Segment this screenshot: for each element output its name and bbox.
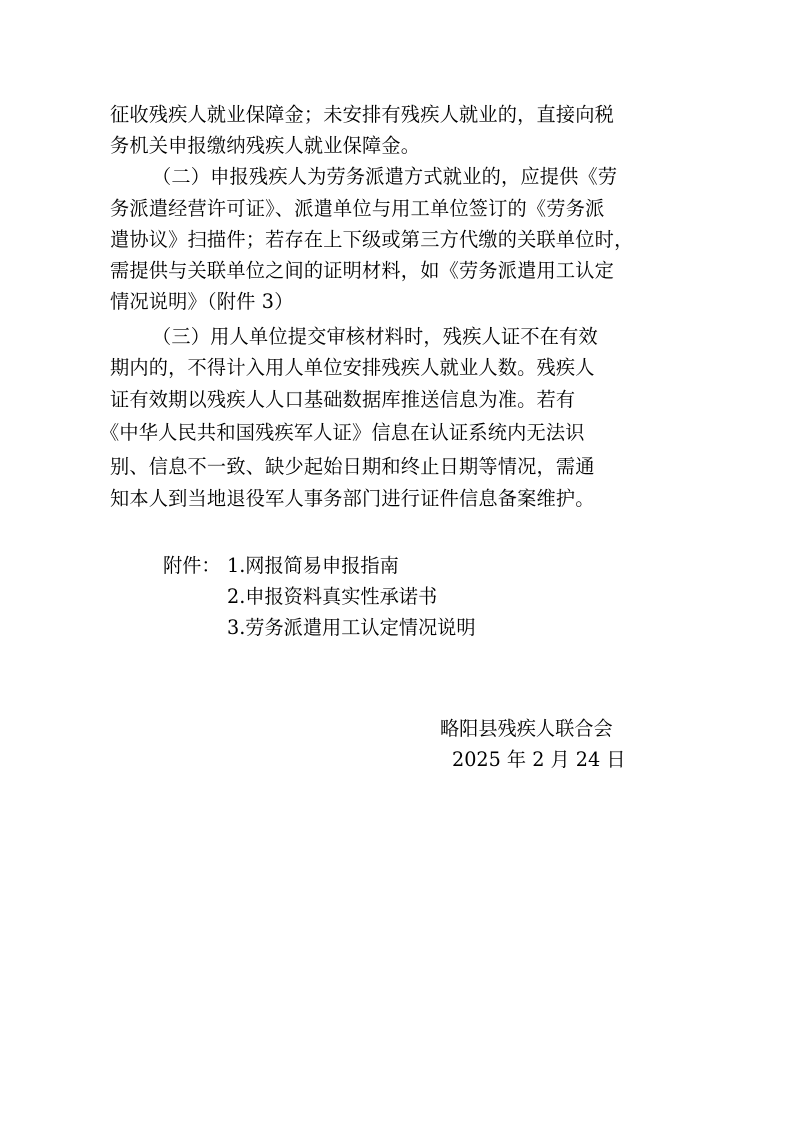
- body-line-5: 遣协议》扫描件；若存在上下级或第三方代缴的关联单位时，: [110, 228, 634, 251]
- body-line-9: 期内的，不得计入用人单位安排残疾人就业人数。残疾人: [110, 356, 595, 379]
- body-line-3: （二）申报残疾人为劳务派遣方式就业的，应提供《劳: [152, 165, 618, 188]
- body-line-6: 需提供与关联单位之间的证明材料，如《劳务派遣用工认定: [110, 259, 615, 282]
- body-line-12: 别、信息不一致、缺少起始日期和终止日期等情况，需通: [110, 455, 595, 478]
- body-line-11: 《中华人民共和国残疾军人证》信息在认证系统内无法识: [100, 421, 585, 444]
- attachment-item-3: 3.劳务派遣用工认定情况说明: [227, 616, 476, 639]
- signature-date: 2025 年 2 月 24 日: [452, 748, 626, 771]
- body-line-8: （三）用人单位提交审核材料时，残疾人证不在有效: [152, 325, 598, 348]
- body-line-13: 知本人到当地退役军人事务部门进行证件信息备案维护。: [110, 487, 595, 510]
- body-line-1: 征收残疾人就业保障金；未安排有残疾人就业的，直接向税: [110, 103, 615, 126]
- attachments-label: 附件：: [163, 554, 221, 577]
- attachment-item-1: 1.网报简易申报指南: [227, 554, 399, 577]
- body-line-7: 情况说明》（附件 3）: [110, 290, 294, 313]
- attachment-item-2: 2.申报资料真实性承诺书: [227, 585, 438, 608]
- body-line-10: 证有效期以残疾人人口基础数据库推送信息为准。若有: [110, 388, 576, 411]
- body-line-4: 务派遣经营许可证》、派遣单位与用工单位签订的《劳务派: [110, 197, 605, 220]
- body-line-2: 务机关申报缴纳残疾人就业保障金。: [110, 134, 421, 157]
- signature-org: 略阳县残疾人联合会: [440, 717, 613, 740]
